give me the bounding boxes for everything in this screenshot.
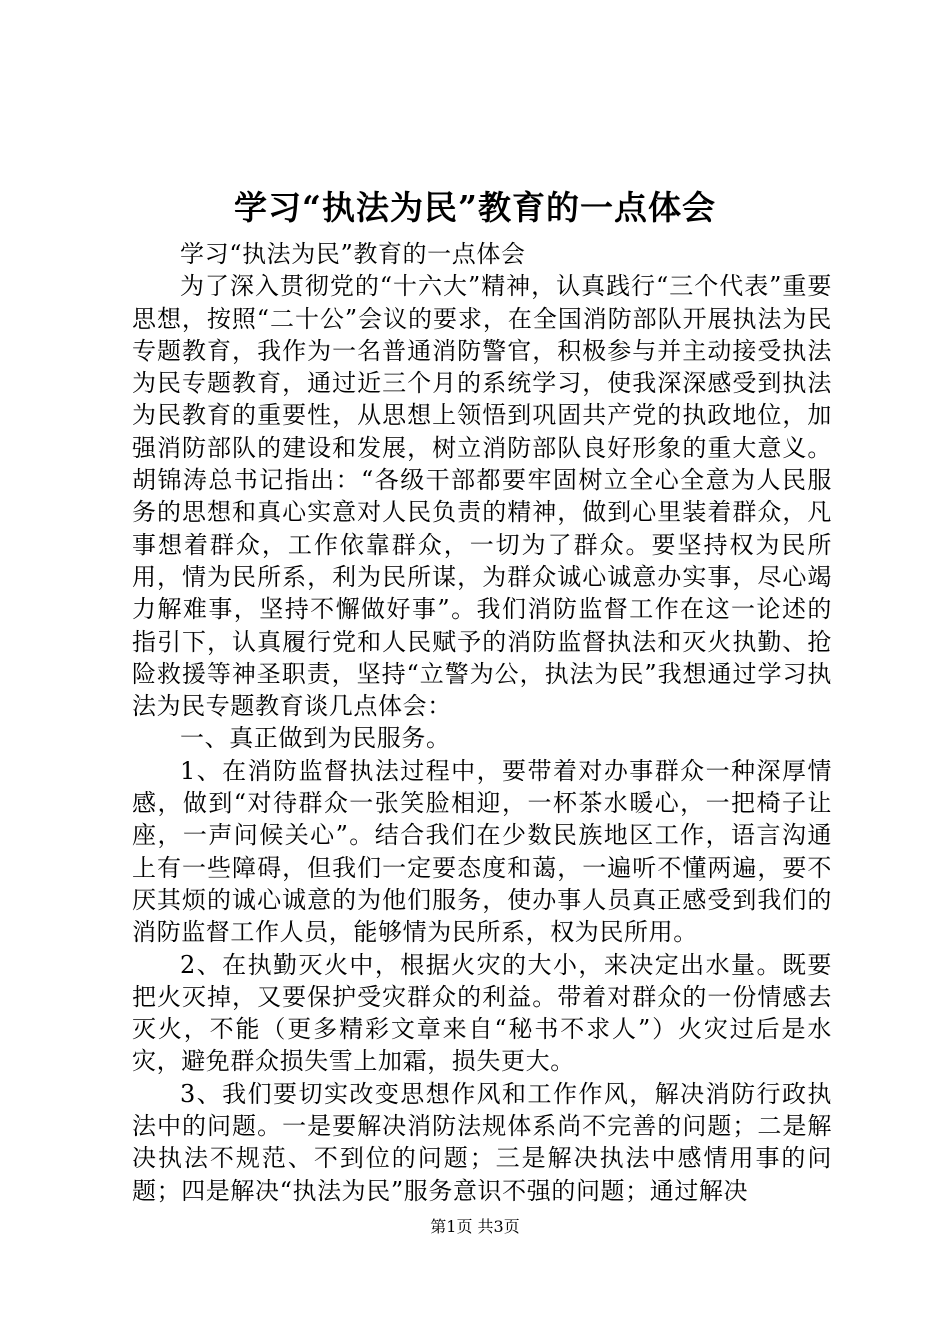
paragraph-point-1: 1、在消防监督执法过程中，要带着对办事群众一种深厚情感，做到“对待群众一张笑脸相迎，一杯茶水暖心，一把椅子让座，一声问候关心”。结合我们在少数民族地区工作，语言沟通上有一些障碍，但我们一定要态度和蔼，一遍听不懂两遍，要不厌其烦的诚心诚意的为他们服务，使办事人员真正感受到我们的消防监督工作人员，能够情为民所系，权为民所用。 [132,756,832,947]
paragraph-subtitle: 学习“执法为民”教育的一点体会 [180,240,526,268]
document-body [132,238,832,1207]
page-indicator: 第1页 共3页 [430,1217,520,1236]
paragraph-point-2: 2、在执勤灭火中，根据火灾的大小，来决定出水量。既要把火灭掉，又要保护受灾群众的利益。带着对群众的一份情感去灭火，不能（更多精彩文章来自“秘书不求人”）火灾过后是水灾，避免群众损失雪上加霜，损失更大。 [132,950,832,1076]
paragraph-point-3: 3、我们要切实改变思想作风和工作作风，解决消防行政执法中的问题。一是要解决消防法规体系尚不完善的问题；二是解决执法不规范、不到位的问题；三是解决执法中感情用事的问题；四是解决“执法为民”服务意识不强的问题；通过解决 [132,1079,832,1205]
paragraph-section-heading: 一、真正做到为民服务。 [180,724,451,753]
paragraph-intro: 为了深入贯彻党的“十六大”精神，认真践行“三个代表”重要思想，按照“二十公”会议的要求，在全国消防部队开展执法为民专题教育，我作为一名普通消防警官，积极参与并主动接受执法为民专题教育，通过近三个月的系统学习，使我深深感受到执法为民教育的重要性，从思想上领悟到巩固共产党的执政地位，加强消防部队的建设和发展，树立消防部队良好形象的重大意义。胡锦涛总书记指出：“各级干部都要牢固树立全心全意为人民服务的思想和真心实意对人民负责的精神，做到心里装着群众，凡事想着群众，工作依靠群众，一切为了群众。要坚持权为民所用，情为民所系，利为民所谋，为群众诚心诚意办实事，尽心竭力解难事，坚持不懈做好事”。我们消防监督工作在这一论述的指引下，认真履行党和人民赋予的消防监督执法和灭火执勤、抢险救援等神圣职责，坚持“立警为公，执法为民”我想通过学习执法为民专题教育谈几点体会： [132,272,832,721]
document-title: 学习“执法为民”教育的一点体会 [234,188,716,227]
